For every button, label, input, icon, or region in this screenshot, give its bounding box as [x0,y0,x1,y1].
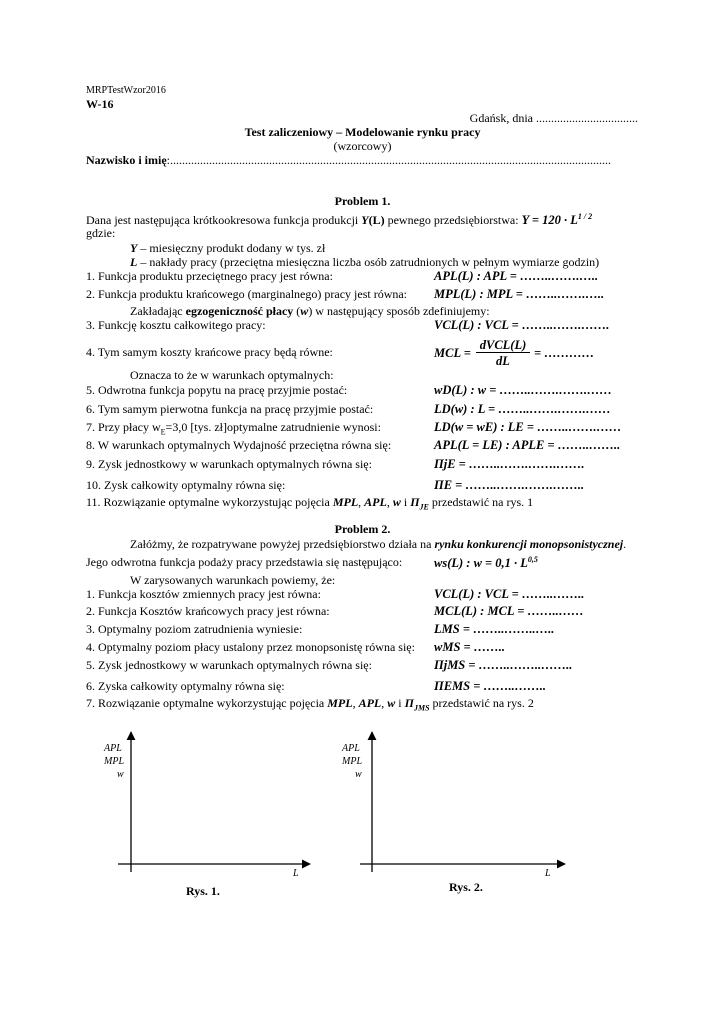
p1-q11-g: i [400,495,411,509]
p2-intro-a: Załóżmy, że rozpatrywane powyżej przedsiębiorstwo działa na [130,537,435,551]
p2-q7-w: w [387,696,396,710]
p2-q7-i: przedstawić na rys. 2 [429,696,534,710]
p1-a5: wD(L) : w = ……..…….…….…… [434,383,612,397]
p1-a10: ΠE = ……..…….…….…….. [434,478,585,492]
p1-q7-b: =3,0 [tys. zł]optymalne zatrudnienie wynosi: [165,420,381,434]
p1-q1: 1. Funkcja produktu przeciętnego pracy jest równa: [86,269,333,283]
p1-a4-denominator: dL [496,354,510,368]
p2-intro [130,538,626,552]
problem-2-heading: Problem 2. [334,522,391,536]
place-date: Gdańsk, dnia .................................. [469,111,638,125]
p1-q11-a: 11. Rozwiązanie optymalne wykorzystując pojęcia [86,495,333,509]
p1-q11-e: , [386,495,393,509]
p2-supply-formula-exponent: 0,5 [527,555,538,564]
p2-q3: 3. Optymalny poziom zatrudnienia wyniesie: [86,622,303,636]
p1-assume-b: egzogeniczność płacy [185,304,294,318]
p1-q11-pi: Π [410,495,420,509]
p2-a2: MCL(L) : MCL = ……..…… [434,604,584,618]
p2-a1: VCL(L) : VCL = ……..…….. [434,587,585,601]
p1-q11-i: przedstawić na rys. 1 [428,495,534,509]
p1-q7 [86,421,381,437]
p1-q11 [86,496,533,512]
p2-q7-g: i [395,696,405,710]
p1-assume-d: ) w następujący sposób zdefiniujemy: [308,304,490,318]
figure-2-axes [360,732,565,872]
p1-q11-c: , [358,495,365,509]
fig2-x-label: L [545,868,551,879]
p2-q7-a: 7. Rozwiązanie optymalne wykorzystując pojęcia [86,696,328,710]
p1-assume-w: w [300,304,309,318]
p1-a2: MPL(L) : MPL = ……..…….….. [434,287,605,301]
p1-intro [86,212,592,228]
p1-q11-apl: APL [364,495,387,509]
p1-q7-a: 7. Przy płacy w [86,420,161,434]
def-y-text: – miesięczny produkt dodany w tys. zł [137,241,326,255]
p2-q5: 5. Zysk jednostkowy w warunkach optymalnych równa się: [86,658,372,672]
p1-q7-sub: E [160,427,166,437]
p2-q4: 4. Optymalny poziom płacy ustalony przez monopsonistę równa się: [86,640,415,654]
def-l-symbol: L [130,255,138,269]
p2-q2: 2. Funkcja Kosztów krańcowych pracy jest równa: [86,604,330,618]
p1-q5: 5. Odwrotna funkcja popytu na pracę przyjmie postać: [86,383,348,397]
fig1-y-label-mpl: MPL [104,756,124,767]
series-label: W-16 [86,97,114,111]
p1-intro-text-a: Dana jest następująca krótkookresowa funkcja produkcji [86,213,362,228]
def-l [130,256,599,270]
def-l-text: – nakłady pracy (przeciętna miesięczna liczba osób zatrudnionych w pełnym wymiarze godzin) [137,255,600,269]
p1-q4: 4. Tym samym koszty krańcowe pracy będą równe: [86,345,333,359]
production-formula [522,213,593,227]
fig1-y-label-apl: APL [104,743,122,754]
p2-q7-pi: Π [404,696,414,710]
p2-q6: 6. Zyska całkowity optymalny równa się: [86,679,285,693]
p2-conditions: W zarysowanych warunkach powiemy, że: [130,573,336,587]
p1-q10: 10. Zysk całkowity optymalny równa się: [86,478,286,492]
def-y-symbol: Y [130,241,138,255]
p1-q2: 2. Funkcja produktu krańcowego (marginalnego) pracy jest równa: [86,287,408,301]
p1-assume-a: Zakładając [130,304,186,318]
p1-q11-pi-sub: JE [419,502,429,512]
p1-q3: 3. Funkcję kosztu całkowitego pracy: [86,318,266,332]
p2-q7 [86,697,534,713]
p1-q11-mpl: MPL [332,495,359,509]
figure-1-caption: Rys. 1. [186,884,220,898]
p1-a4-numerator: dVCL(L) [476,338,530,353]
figure-2-caption: Rys. 2. [449,880,483,894]
p1-intro-l: (L) [368,213,385,228]
p1-q8: 8. W warunkach optymalnych Wydajność przeciętna równa się: [86,438,392,452]
p1-q11-w: w [392,495,401,509]
p2-supply-text: Jego odwrotna funkcja podaży pracy przedstawia się następująco: [86,555,403,569]
doc-code: MRPTestWzor2016 [86,85,166,96]
p1-assume-c: ( [293,304,301,318]
p2-a3: LMS = ……..……..….. [434,622,555,636]
p1-a8: APL(L = LE) : APLE = ……..…….. [434,438,621,452]
p2-q7-e: , [381,696,388,710]
p2-a6: ΠEMS = ……..…….. [434,679,546,693]
p1-a3: VCL(L) : VCL = ……..…….……. [434,318,610,332]
def-y [130,242,325,256]
p1-intro-text-b: pewnego przedsiębiorstwa: [384,213,522,228]
p1-a7: LD(w = wE) : LE = ……..…….…… [434,420,622,434]
p1-q9: 9. Zysk jednostkowy w warunkach optymalnych równa się: [86,457,372,471]
p2-intro-market: rynku konkurencji monopsonistycznej [434,537,624,551]
figure-1-axes [118,732,310,872]
name-field [86,154,611,168]
fig2-y-label-w: w [355,769,362,780]
p2-q7-apl: APL [358,696,382,710]
p2-q7-mpl: MPL [327,696,353,710]
p1-q6: 6. Tym samym pierwotna funkcja na pracę przyjmie postać: [86,402,374,416]
fig2-y-label-mpl: MPL [342,756,362,767]
p1-a1: APL(L) : APL = ……..…….….. [434,269,599,283]
production-formula-base: Y = 120 · L [521,213,578,228]
problem-1-heading: Problem 1. [334,194,391,208]
fig1-y-label-w: w [117,769,124,780]
p1-assumption [130,305,490,319]
p2-a5: ΠjMS = ……..……..…….. [434,658,573,672]
p1-gdzie: gdzie: [86,226,116,240]
p2-q7-pi-sub: JMS [413,703,430,713]
p2-supply-formula-base: ws(L) : w = 0,1 · L [434,556,528,571]
p1-optimal-note: Oznacza to że w warunkach optymalnych: [130,368,334,382]
fig2-y-label-apl: APL [342,743,360,754]
name-label: Nazwisko i imię [86,153,167,167]
p2-intro-c: . [623,537,627,551]
name-dots: :................................................................................................................................................... [166,153,612,167]
p1-a6: LD(w) : L = ……..…….…….…… [434,402,611,416]
doc-title: Test zaliczeniowy – Modelowanie rynku pracy [244,125,481,139]
p2-a4: wMS = …….. [434,640,506,654]
p2-q7-c: , [352,696,359,710]
p2-q1: 1. Funkcja kosztów zmiennych pracy jest równa: [86,587,321,601]
fig1-x-label: L [293,868,299,879]
p1-intro-y: Y [361,213,369,228]
p1-a9: ΠjE = ……..…….…….……. [434,457,585,471]
p1-a4-lhs: MCL = [434,346,471,360]
production-formula-exponent: 1 / 2 [577,212,593,221]
doc-subtitle: (wzorcowy) [333,139,392,153]
p2-supply-formula [434,555,538,571]
p1-a4-rhs: = ………… [534,346,595,360]
